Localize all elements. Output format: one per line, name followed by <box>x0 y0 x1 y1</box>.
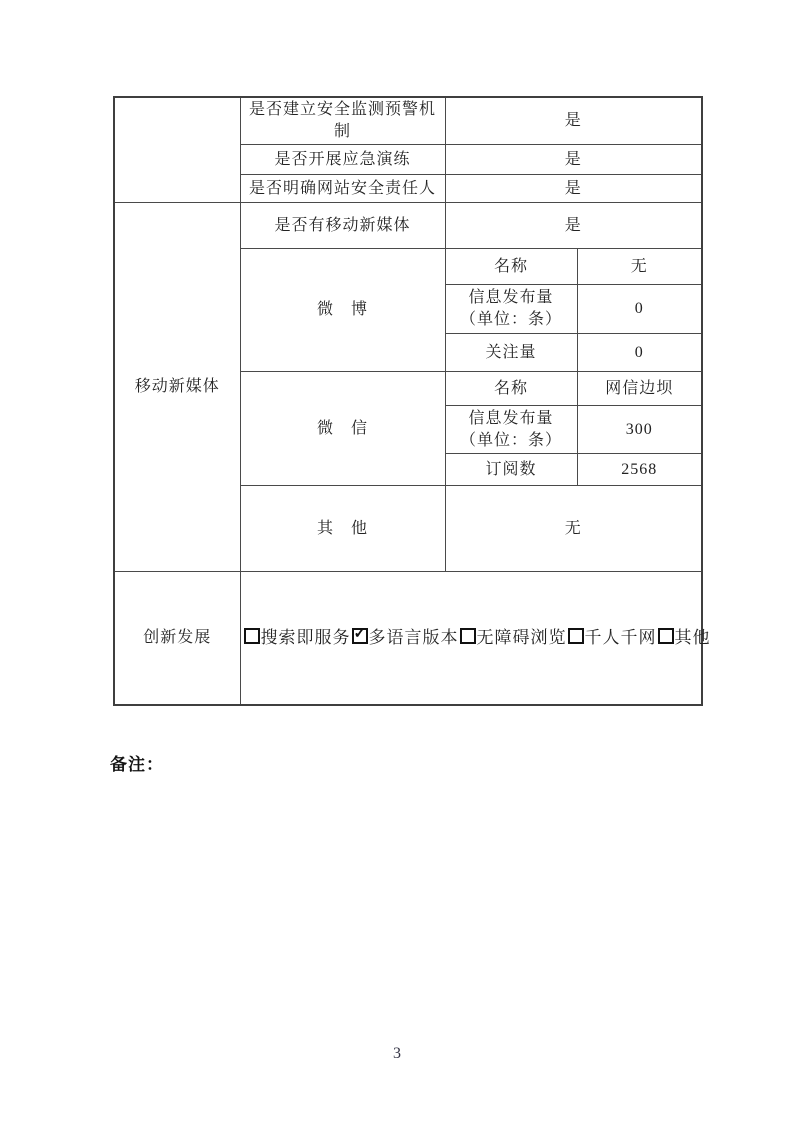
innovation-option-label: 千人千网 <box>584 628 657 647</box>
innovation-option-label: 多语言版本 <box>368 628 459 647</box>
security-question-value: 是 <box>445 175 702 203</box>
wechat-publish-label-line1: 信息发布量 <box>468 409 554 427</box>
weibo-publish-value: 0 <box>577 285 702 334</box>
checkbox-unchecked-icon[interactable] <box>658 628 674 644</box>
security-question-value: 是 <box>445 145 702 175</box>
weibo-publish-label-line2: （单位：条） <box>459 311 562 328</box>
remark-label: 备注： <box>110 755 164 774</box>
wechat-publish-label-line2: （单位：条） <box>459 431 562 449</box>
innovation-option-label: 其他 <box>674 628 711 647</box>
innovation-option-label: 搜索即服务 <box>260 628 351 647</box>
other-media-label: 其 他 <box>240 486 445 572</box>
category-cell-innovation: 创新发展 <box>114 572 240 706</box>
category-cell-empty <box>114 97 240 203</box>
checkbox-checked-icon[interactable] <box>352 628 368 644</box>
has-mobile-media-label: 是否有移动新媒体 <box>240 203 445 249</box>
security-question-label: 是否建立安全监测预警机制 <box>240 97 445 145</box>
has-mobile-media-value: 是 <box>445 203 702 249</box>
wechat-publish-label <box>445 406 577 454</box>
innovation-cell <box>240 572 711 706</box>
security-question-value: 是 <box>445 97 702 145</box>
weibo-follow-value: 0 <box>577 334 702 372</box>
security-question-label: 是否明确网站安全责任人 <box>240 175 445 203</box>
weibo-publish-label <box>445 285 577 334</box>
innovation-options <box>243 627 711 649</box>
weibo-publish-label-line1: 信息发布量 <box>468 289 554 306</box>
wechat-cell: 微 信 <box>240 372 445 486</box>
innovation-option-label: 无障碍浏览 <box>476 628 567 647</box>
weibo-name-label: 名称 <box>445 249 577 285</box>
wechat-name-value: 网信边坝 <box>577 372 702 406</box>
weibo-cell: 微 博 <box>240 249 445 372</box>
checkbox-unchecked-icon[interactable] <box>568 628 584 644</box>
page-number: 3 <box>393 1045 401 1062</box>
security-question-label: 是否开展应急演练 <box>240 145 445 175</box>
wechat-subscribe-label: 订阅数 <box>445 454 577 486</box>
category-cell-mobile-media: 移动新媒体 <box>114 203 240 572</box>
report-table <box>113 96 711 706</box>
checkbox-unchecked-icon[interactable] <box>244 628 260 644</box>
weibo-follow-label: 关注量 <box>445 334 577 372</box>
wechat-publish-value: 300 <box>577 406 702 454</box>
wechat-name-label: 名称 <box>445 372 577 406</box>
weibo-name-value: 无 <box>577 249 702 285</box>
wechat-subscribe-value: 2568 <box>577 454 702 486</box>
checkbox-unchecked-icon[interactable] <box>460 628 476 644</box>
other-media-value: 无 <box>445 486 702 572</box>
